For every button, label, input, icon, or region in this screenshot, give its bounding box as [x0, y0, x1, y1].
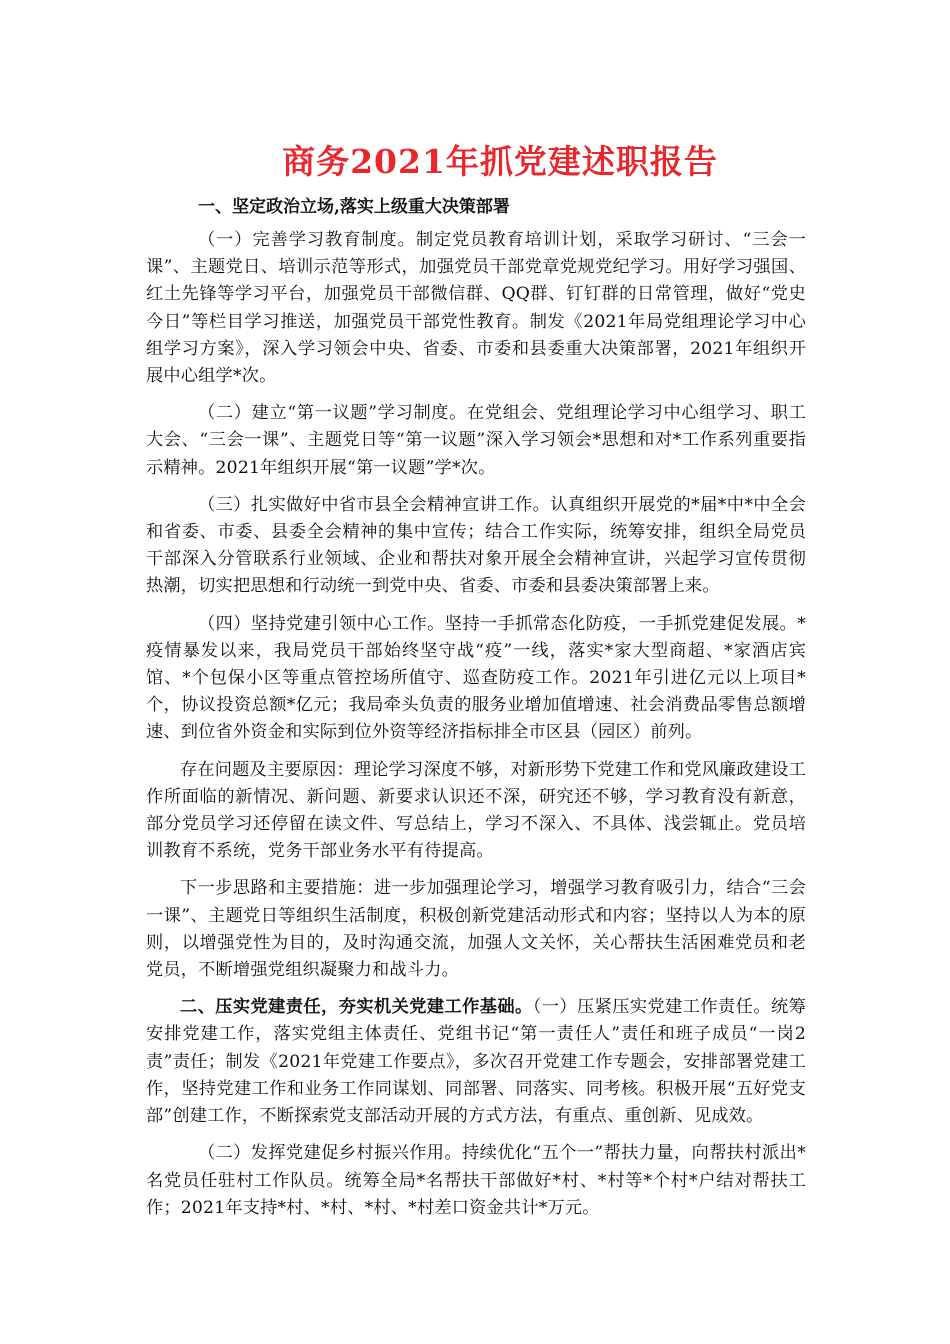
paragraph-4: （四）坚持党建引领中心工作。坚持一手抓常态化防疫，一手抓党建促发展。*疫情暴发以来，我局党员干部始终坚守战“疫”一线，落实*家大型商超、*家酒店宾馆、*个包保小区等重点管控场所值守、巡查防疫工作。2021年引进亿元以上项目*个，协议投资总额*亿元；我局牵头负责的服务业增加值增速、社会消费品零售总额增速、到位省外资金和实际到位外资等经济指标排全市区县（园区）前列。	[146, 613, 806, 743]
paragraph-3: （三）扎实做好中省市县全会精神宣讲工作。认真组织开展党的*届*中*中全会和省委、市委、县委全会精神的集中宣传；结合工作实际，统筹安排，组织全局党员干部深入分管联系行业领域、企业和帮扶对象开展全会精神宣讲，兴起学习宣传贯彻热潮，切实把思想和行动统一到党中央、省委、市委和县委决策部署上来。	[146, 494, 806, 597]
section-2-paragraph-2: （二）发挥党建促乡村振兴作用。持续优化“五个一”帮扶力量，向帮扶村派出*名党员任驻村工作队员。统筹全局*名帮扶干部做好*村、*村等*个村*户结对帮扶工作；2021年支持*村、*村、*村、*村差口资金共计*万元。	[146, 1143, 806, 1218]
section-2-paragraph	[146, 994, 806, 1130]
document-title: 商务2021年抓党建述职报告	[282, 142, 718, 181]
section-2-text: （一）压紧压实党建工作责任。统筹安排党建工作，落实党组主体责任、党组书记“第一责任人”责任和班子成员“一岗2责”责任；制发《2021年党建工作要点》，多次召开党建工作专题会，安排部署党建工作，坚持党建工作和业务工作同谋划、同部署、同落实、同考核。积极开展“五好党支部”创建工作，不断探索党支部活动开展的方式方法，有重点、重创新、见成效。	[146, 997, 806, 1127]
paragraph-next-steps: 下一步思路和主要措施：进一步加强理论学习，增强学习教育吸引力，结合“三会一课”、主题党日等组织生活制度，积极创新党建活动形式和内容；坚持以人为本的原则，以增强党性为目的，及时沟通交流，加强人文关怀，关心帮扶生活困难党员和老党员，不断增强党组织凝聚力和战斗力。	[146, 878, 806, 981]
paragraph-problems: 存在问题及主要原因：理论学习深度不够，对新形势下党建工作和党风廉政建设工作所面临的新情况、新问题、新要求认识还不深，研究还不够，学习教育没有新意，部分党员学习还停留在读文件、写总结上，学习不深入、不具体、浅尝辄止。党员培训教育不系统，党务干部业务水平有待提高。	[146, 759, 806, 862]
paragraph-1: （一）完善学习教育制度。制定党员教育培训计划，采取学习研讨、“三会一课”、主题党日、培训示范等形式，加强党员干部党章党规党纪学习。用好学习强国、红土先锋等学习平台，加强党员干部微信群、QQ群、钉钉群的日常管理，做好“党史今日”等栏目学习推送，加强党员干部党性教育。制发《2021年局党组理论学习中心组学习方案》，深入学习领会中央、省委、市委和县委重大决策部署，2021年组织开展中心组学*次。	[146, 230, 806, 387]
document-body	[146, 193, 806, 1232]
paragraph-2: （二）建立“第一议题”学习制度。在党组会、党组理论学习中心组学习、职工大会、“三会一课”、主题党日等“第一议题”深入学习领会*思想和对*工作系列重要指示精神。2021年组织开展“第一议题”学*次。	[146, 403, 806, 478]
section-2-heading: 二、压实党建责任，夯实机关党建工作基础。	[180, 997, 533, 1018]
section-1-heading: 一、坚定政治立场,落实上级重大决策部署	[198, 197, 510, 217]
